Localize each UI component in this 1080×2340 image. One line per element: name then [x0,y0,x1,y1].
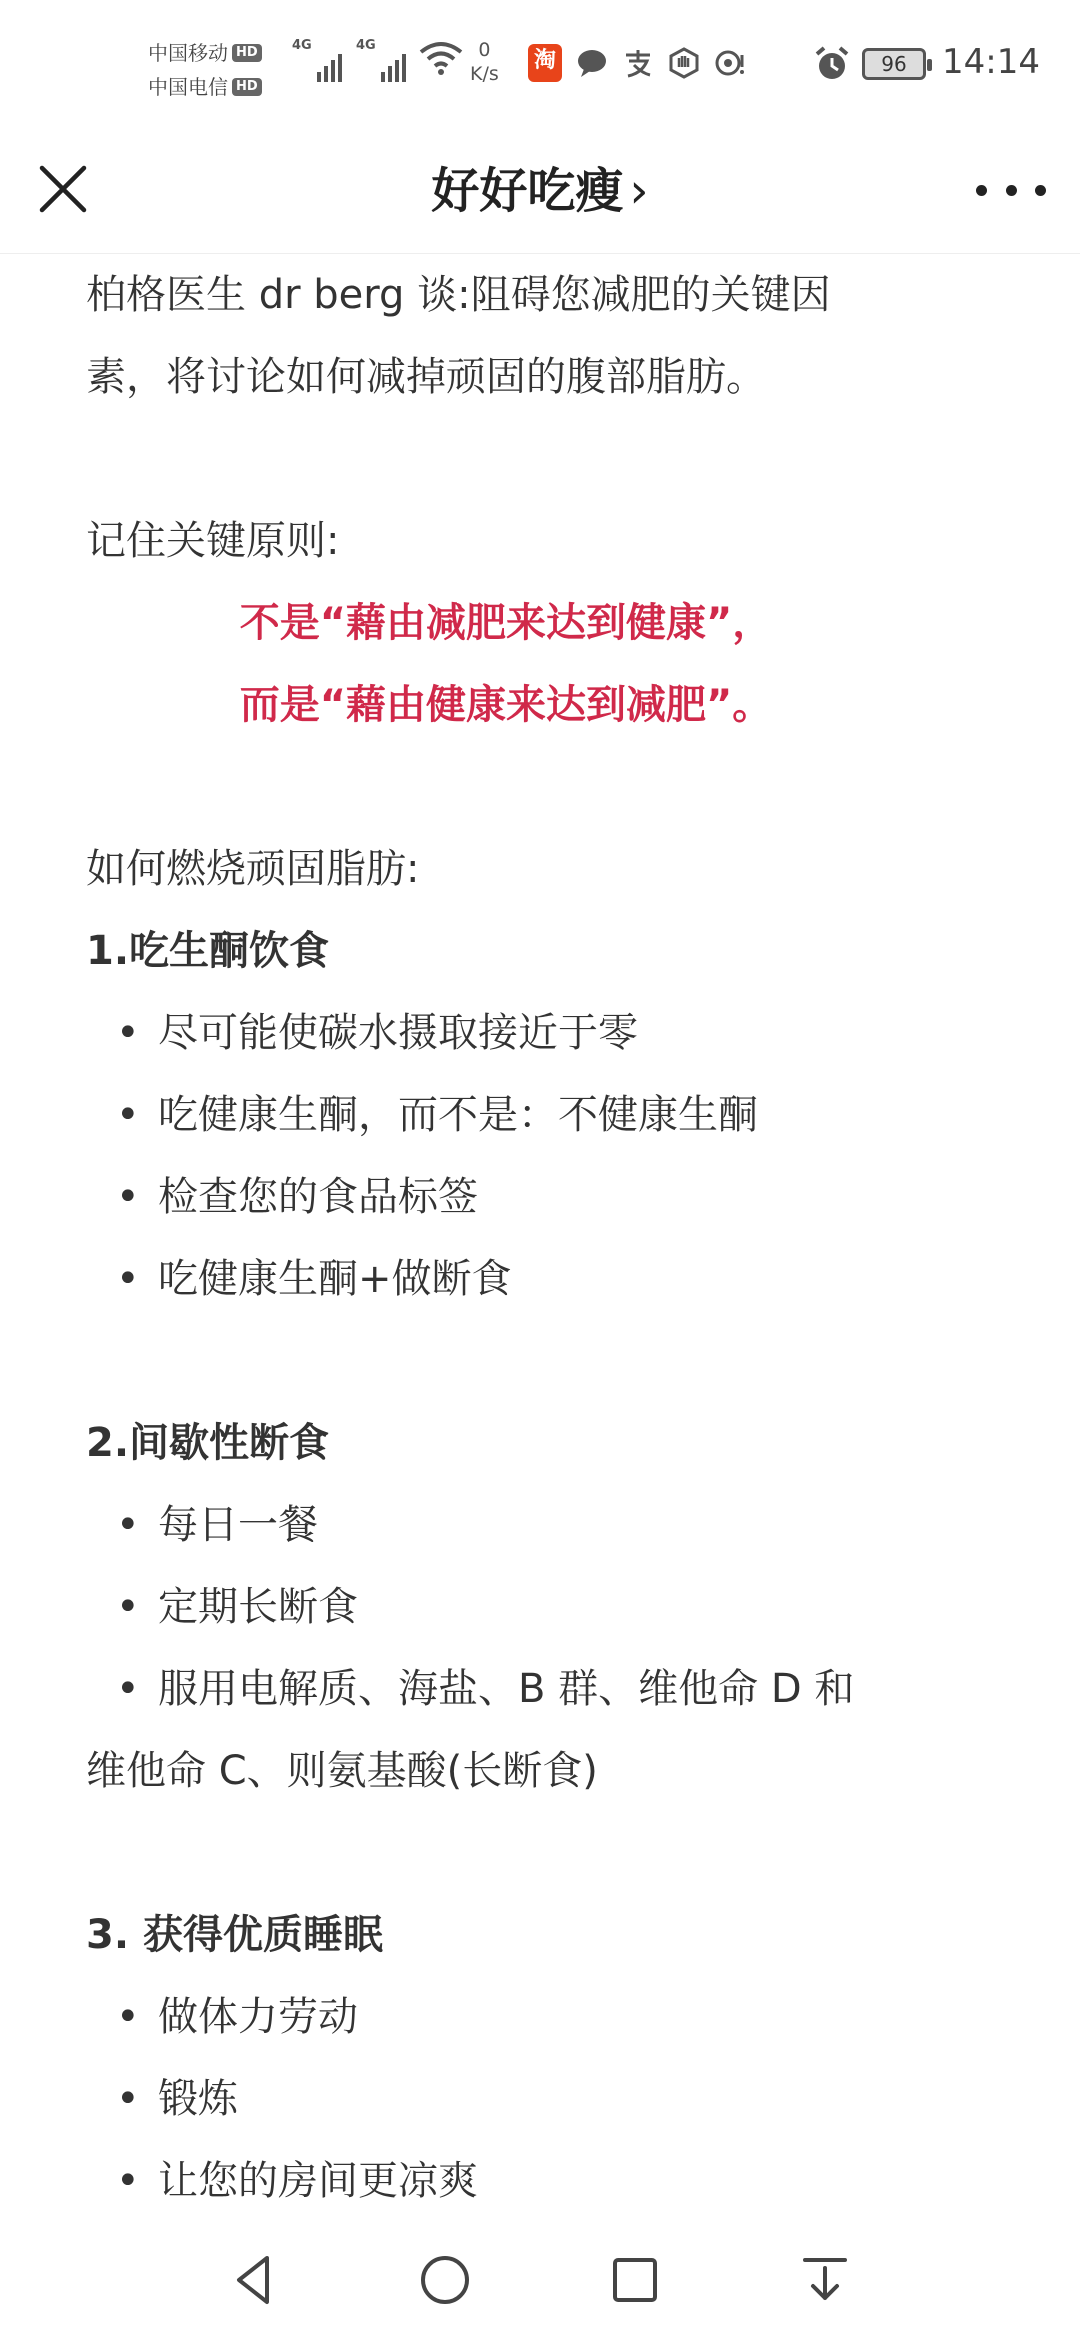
carrier-1: 中国移动 [148,41,228,65]
notification-pull-icon[interactable] [795,2250,855,2310]
title-bar [0,130,1080,254]
bullet-icon: • [116,1584,140,1630]
notification-icons [528,44,746,82]
list-item [86,1976,986,2058]
list-item [86,992,986,1074]
hand-icon [668,47,700,79]
speed-value: 0 [478,39,491,61]
page-title[interactable]: 好好吃瘦 [431,163,624,219]
network-speed [470,38,499,86]
more-options-button[interactable] [976,160,1046,220]
battery-indicator: 96 [862,48,926,80]
back-icon[interactable] [225,2250,285,2310]
bullet-icon: • [116,1174,140,1220]
bullet-icon: • [116,2076,140,2122]
list-item [86,1156,986,1238]
list-item [86,1648,986,1730]
list-item [86,2140,986,2222]
chevron-right-icon[interactable]: › [629,163,649,219]
section-heading: 3. 获得优质睡眠 [86,1912,383,1958]
clock: 14:14 [942,42,1040,82]
article-body [86,254,986,2222]
howto-label: 如何燃烧顽固脂肪: [86,846,420,892]
section-heading: 1.吃生酮饮食 [86,928,330,974]
list-item-text: 检查您的食品标签 [158,1174,478,1220]
intro-line: 柏格医生 dr berg 谈:阻碍您减肥的关键因 [86,272,831,318]
network-type: 4G [292,38,312,53]
taobao-icon: 淘 [528,44,562,82]
wifi-icon [418,40,464,76]
list-item-text: 做体力劳动 [158,1994,358,2040]
list-item-text: 吃健康生酮+做断食 [158,1256,512,1302]
principle-highlight: 不是“藉由减肥来达到健康”， [239,600,773,646]
status-bar [0,0,1080,130]
list-item-text: 服用电解质、海盐、B 群、维他命 D 和 [158,1666,855,1712]
list-item [86,1566,986,1648]
network-type: 4G [356,38,376,53]
list-item-continuation: 维他命 C、则氨基酸(长断食) [86,1748,598,1794]
list-item-text: 每日一餐 [158,1502,318,1548]
hd-badge: HD [232,44,262,62]
bullet-icon: • [116,1994,140,2040]
bullet-icon: • [116,1666,140,1712]
nfc-icon [714,47,746,79]
alipay-icon [622,47,654,79]
system-nav-bar [0,2220,1080,2340]
list-item [86,1074,986,1156]
bullet-icon: • [116,2158,140,2204]
list-item [86,1238,986,1320]
bullet-icon: • [116,1092,140,1138]
signal-icon [292,38,342,82]
list-item-text: 尽可能使碳水摄取接近于零 [158,1010,638,1056]
alarm-icon [812,44,852,84]
carrier-2: 中国电信 [148,75,228,99]
recents-icon[interactable] [605,2250,665,2310]
hd-badge: HD [232,78,262,96]
bullet-icon: • [116,1256,140,1302]
account-title[interactable] [0,152,1080,221]
list-item [86,2058,986,2140]
home-icon[interactable] [415,2250,475,2310]
speed-unit: K/s [470,63,499,85]
bullet-icon: • [116,1010,140,1056]
signal-icon [356,38,406,82]
carrier-info [148,36,262,104]
list-item-text: 让您的房间更凉爽 [158,2158,478,2204]
list-item-text: 定期长断食 [158,1584,358,1630]
section-heading: 2.间歇性断食 [86,1420,330,1466]
list-item [86,1484,986,1566]
principle-highlight: 而是“藉由健康来达到减肥”。 [239,682,773,728]
principle-label: 记住关键原则: [86,518,340,564]
message-icon [576,47,608,79]
intro-line: 素，将讨论如何减掉顽固的腹部脂肪。 [86,354,766,400]
bullet-icon: • [116,1502,140,1548]
list-item-text: 锻炼 [158,2076,238,2122]
list-item-text: 吃健康生酮，而不是：不健康生酮 [158,1092,758,1138]
